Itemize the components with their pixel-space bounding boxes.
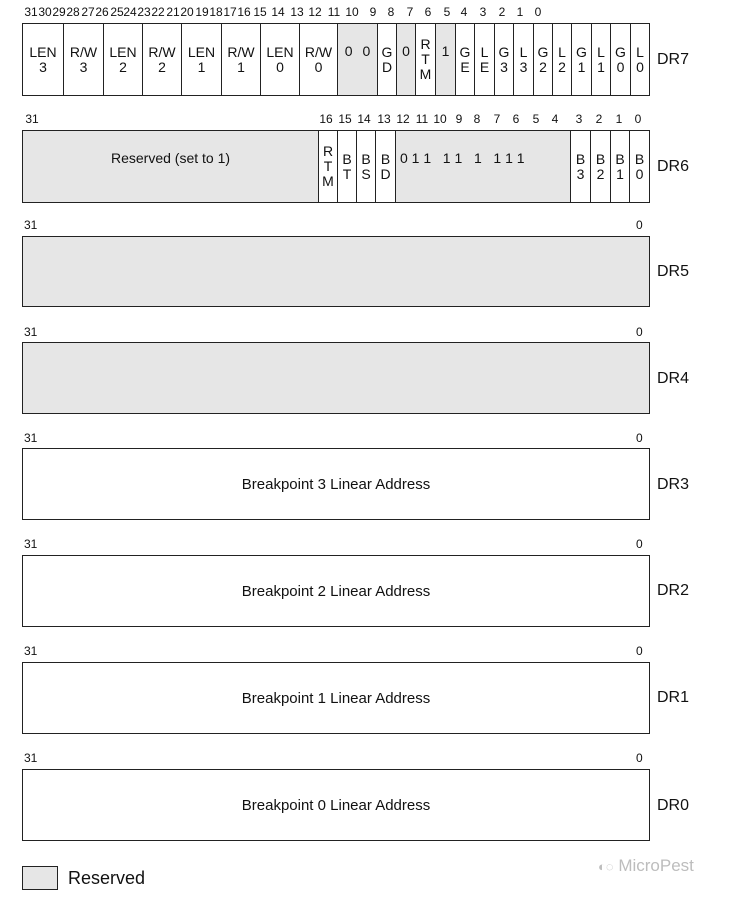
dr7-field-text: G <box>459 43 471 60</box>
watermark <box>598 856 694 876</box>
dr7-field-text: 3 <box>500 58 508 75</box>
dr2-label: DR2 <box>657 582 690 599</box>
dr0-label: DR0 <box>657 797 690 814</box>
dr7-bit-number: 15 <box>253 5 267 19</box>
dr7-field <box>103 24 142 95</box>
dr7-field-text: E <box>479 58 490 75</box>
legend-reserved-text: Reserved <box>68 868 146 888</box>
dr6-label: DR6 <box>657 158 690 175</box>
dr6-field-text: T <box>323 158 333 174</box>
dr7-field-text: 1 <box>597 58 605 75</box>
dr6-bit-number: 7 <box>493 112 501 126</box>
dr2-field-text: Breakpoint 2 Linear Address <box>241 582 431 600</box>
dr7-bit-number: 30 <box>38 5 52 19</box>
dr6-fixed-bits-values: 0 1 1 1 1 1 1 1 1 <box>400 150 525 166</box>
dr6-b2-field <box>590 131 610 202</box>
dr6-field-text: S <box>361 165 371 182</box>
dr2-register <box>22 555 650 627</box>
dr7-field-text: LEN <box>187 43 216 60</box>
dr7-field <box>142 24 181 95</box>
dr1-label: DR1 <box>657 689 690 706</box>
dr6-field-text: B <box>342 150 352 167</box>
dr7-field-text: 0 <box>636 58 644 75</box>
dr7-bit-number: 28 <box>66 5 80 19</box>
dr7-bit-number: 24 <box>123 5 137 19</box>
dr7-field-text: R <box>420 36 431 52</box>
dr7-field <box>455 24 474 95</box>
dr4-bit-0: 0 <box>636 325 643 339</box>
dr6-bit-number: 15 <box>338 112 352 126</box>
dr7-field-text: R/W <box>69 43 98 60</box>
dr7-bit-number: 25 <box>110 5 124 19</box>
dr7-bit-number: 31 <box>24 5 38 19</box>
dr7-field-text: L <box>597 43 605 60</box>
dr6-b3-field <box>570 131 590 202</box>
dr7-field <box>260 24 299 95</box>
dr7-field-text: 1 <box>237 58 245 75</box>
dr7-field <box>221 24 260 95</box>
dr7-bit-number: 2 <box>498 5 506 19</box>
dr6-field-text: D <box>380 165 391 182</box>
dr7-bit-number: 8 <box>387 5 395 19</box>
dr6-fixed-bits-field <box>395 131 570 202</box>
dr2-bit-0: 0 <box>636 537 643 551</box>
dr6-bit-number: 6 <box>512 112 520 126</box>
dr1-register <box>22 662 650 734</box>
dr7-bit-number: 23 <box>137 5 151 19</box>
dr0-bit-31: 31 <box>24 751 38 765</box>
dr7-field <box>610 24 630 95</box>
dr7-register <box>22 23 650 96</box>
dr6-field-text: R <box>322 143 334 159</box>
dr7-field-text: L <box>480 43 489 60</box>
dr6-bit-number: 12 <box>396 112 410 126</box>
dr7-bit-number: 16 <box>237 5 251 19</box>
dr6-bs-field <box>356 131 375 202</box>
dr7-field-text: L <box>519 43 528 60</box>
dr7-bit-number: 0 <box>534 5 542 19</box>
dr7-field-text: LEN <box>29 43 57 60</box>
dr6-bt-field <box>337 131 356 202</box>
dr6-field-text: B <box>361 150 371 167</box>
dr6-field-text: 3 <box>576 165 585 182</box>
dr7-bit-number: 7 <box>406 5 414 19</box>
dr7-field-text: E <box>460 58 470 75</box>
dr6-rtm-field <box>318 131 337 202</box>
dr7-field <box>630 24 649 95</box>
dr7-bit-number: 19 <box>195 5 209 19</box>
dr7-field-text: 0 <box>402 43 410 59</box>
dr7-bit-number: 13 <box>290 5 304 19</box>
dr7-field-text: R/W <box>148 43 176 60</box>
dr7-bit-number: 20 <box>180 5 194 19</box>
dr7-field <box>23 24 63 95</box>
dr5-register <box>22 236 650 307</box>
dr7-field-text: 0 <box>362 43 371 59</box>
dr7-field-text: L <box>636 43 644 60</box>
watermark-text: MicroPest <box>618 856 694 875</box>
dr7-field-text: 1 <box>197 58 206 75</box>
dr7-field-text: G <box>615 43 626 60</box>
dr7-bit-number: 5 <box>443 5 451 19</box>
dr6-bd-field <box>375 131 395 202</box>
dr3-bit-31: 31 <box>24 431 38 445</box>
dr6-reserved-text: Reserved (set to 1) <box>110 150 231 166</box>
dr7-field <box>63 24 103 95</box>
dr7-bit-number: 26 <box>95 5 109 19</box>
dr7-field-text: D <box>381 58 393 75</box>
dr2-bit-31: 31 <box>24 537 38 551</box>
dr6-bit-number: 2 <box>595 112 603 126</box>
dr7-field-text: LEN <box>266 43 294 60</box>
dr7-bit-number: 4 <box>460 5 468 19</box>
dr7-field <box>474 24 494 95</box>
dr7-field-text: R/W <box>304 43 333 60</box>
dr7-field <box>396 24 415 95</box>
dr6-bit-number: 9 <box>455 112 463 126</box>
dr6-bit-number: 0 <box>634 112 642 126</box>
dr6-bit-number: 1 <box>615 112 623 126</box>
dr7-bit-number: 29 <box>52 5 66 19</box>
dr6-field-text: T <box>342 165 352 182</box>
dr1-bit-31: 31 <box>24 644 38 658</box>
dr3-field-text: Breakpoint 3 Linear Address <box>241 475 431 493</box>
dr7-field <box>337 24 377 95</box>
dr0-bit-0: 0 <box>636 751 643 765</box>
dr7-bit-number: 17 <box>223 5 237 19</box>
dr7-field-text: G <box>498 43 510 60</box>
dr7-field-text: 1 <box>441 43 450 59</box>
dr7-field-text: 0 <box>616 58 625 75</box>
dr6-bit-number: 4 <box>551 112 559 126</box>
dr7-bit-number: 22 <box>151 5 165 19</box>
wechat-icon: ◐◌ <box>598 859 614 874</box>
dr7-field-text: M <box>419 66 432 82</box>
dr6-field-text: 0 <box>635 165 644 182</box>
dr7-field-text: R/W <box>227 43 255 60</box>
dr6-register <box>22 130 650 203</box>
dr7-field-text: 2 <box>158 58 166 75</box>
dr6-bit-number: 3 <box>575 112 583 126</box>
dr1-field-text: Breakpoint 1 Linear Address <box>241 689 431 707</box>
dr4-bit-31: 31 <box>24 325 38 339</box>
dr6-b0-field <box>629 131 649 202</box>
dr3-register <box>22 448 650 520</box>
dr6-bit-number: 31 <box>25 112 39 126</box>
dr6-field-text: B <box>634 150 645 167</box>
dr7-bit-number: 21 <box>166 5 180 19</box>
dr7-field <box>513 24 533 95</box>
dr7-field-text: 2 <box>539 58 547 75</box>
dr7-field-text: 3 <box>79 58 88 75</box>
dr6-field-text: B <box>615 150 625 167</box>
dr7-field-text: 3 <box>519 58 528 75</box>
dr7-field-text: G <box>537 43 549 60</box>
dr6-bit-number: 13 <box>377 112 391 126</box>
dr6-field-text: B <box>575 150 586 167</box>
dr7-field-text: G <box>576 43 587 60</box>
dr7-bit-number: 18 <box>209 5 223 19</box>
dr7-field-text: 2 <box>558 58 566 75</box>
dr7-field <box>533 24 552 95</box>
dr1-bit-0: 0 <box>636 644 643 658</box>
dr7-field-text: LEN <box>109 43 137 60</box>
dr6-field-text: 2 <box>596 165 605 182</box>
dr6-field-text: B <box>595 150 606 167</box>
dr7-bit-number: 9 <box>369 5 377 19</box>
dr0-register <box>22 769 650 841</box>
dr7-label: DR7 <box>657 51 690 68</box>
dr7-field <box>435 24 455 95</box>
legend-reserved-swatch <box>22 866 58 890</box>
dr5-bit-0: 0 <box>636 218 643 232</box>
dr7-bit-number: 12 <box>308 5 322 19</box>
dr7-field-text: 0 <box>314 58 323 75</box>
dr7-bit-number: 14 <box>271 5 285 19</box>
dr7-field <box>552 24 571 95</box>
dr7-field-text: G <box>381 43 393 60</box>
dr7-field <box>377 24 396 95</box>
dr6-bit-numbers <box>22 112 650 128</box>
dr7-field <box>591 24 610 95</box>
dr4-register <box>22 342 650 414</box>
dr6-bit-number: 16 <box>319 112 333 126</box>
dr5-bit-31: 31 <box>24 218 38 232</box>
dr7-bit-number: 10 <box>345 5 359 19</box>
dr6-field-text: B <box>380 150 391 167</box>
dr6-bit-number: 11 <box>415 112 429 126</box>
dr6-bit-number: 14 <box>357 112 371 126</box>
dr6-bit-number: 8 <box>473 112 481 126</box>
dr7-bit-number: 1 <box>516 5 524 19</box>
dr6-field-text: M <box>322 173 334 189</box>
dr7-bit-number: 3 <box>479 5 487 19</box>
dr6-b1-field <box>610 131 629 202</box>
dr6-bit-number: 5 <box>532 112 540 126</box>
dr3-bit-0: 0 <box>636 431 643 445</box>
dr7-field-text: 1 <box>577 58 586 75</box>
dr6-field-text: 1 <box>616 165 624 182</box>
dr5-label: DR5 <box>657 263 690 280</box>
dr0-field-text: Breakpoint 0 Linear Address <box>241 796 431 814</box>
dr6-bit-number: 10 <box>433 112 447 126</box>
dr7-field <box>181 24 221 95</box>
dr7-field-text: 0 <box>276 58 284 75</box>
dr4-label: DR4 <box>657 370 690 387</box>
dr7-field-text: 3 <box>39 58 47 75</box>
dr6-reserved-field <box>23 131 318 202</box>
dr7-field <box>415 24 435 95</box>
dr3-label: DR3 <box>657 476 690 493</box>
dr7-bit-number: 27 <box>81 5 95 19</box>
dr7-field <box>571 24 591 95</box>
dr7-field <box>299 24 337 95</box>
dr7-bit-number: 6 <box>424 5 432 19</box>
dr7-field <box>494 24 513 95</box>
dr7-field-text: T <box>421 51 430 67</box>
dr7-field-text: 2 <box>119 58 127 75</box>
dr7-bit-numbers <box>22 5 650 21</box>
dr7-field-text: 0 <box>344 43 353 59</box>
dr7-bit-number: 11 <box>327 5 341 19</box>
dr7-field-text: L <box>558 43 566 60</box>
